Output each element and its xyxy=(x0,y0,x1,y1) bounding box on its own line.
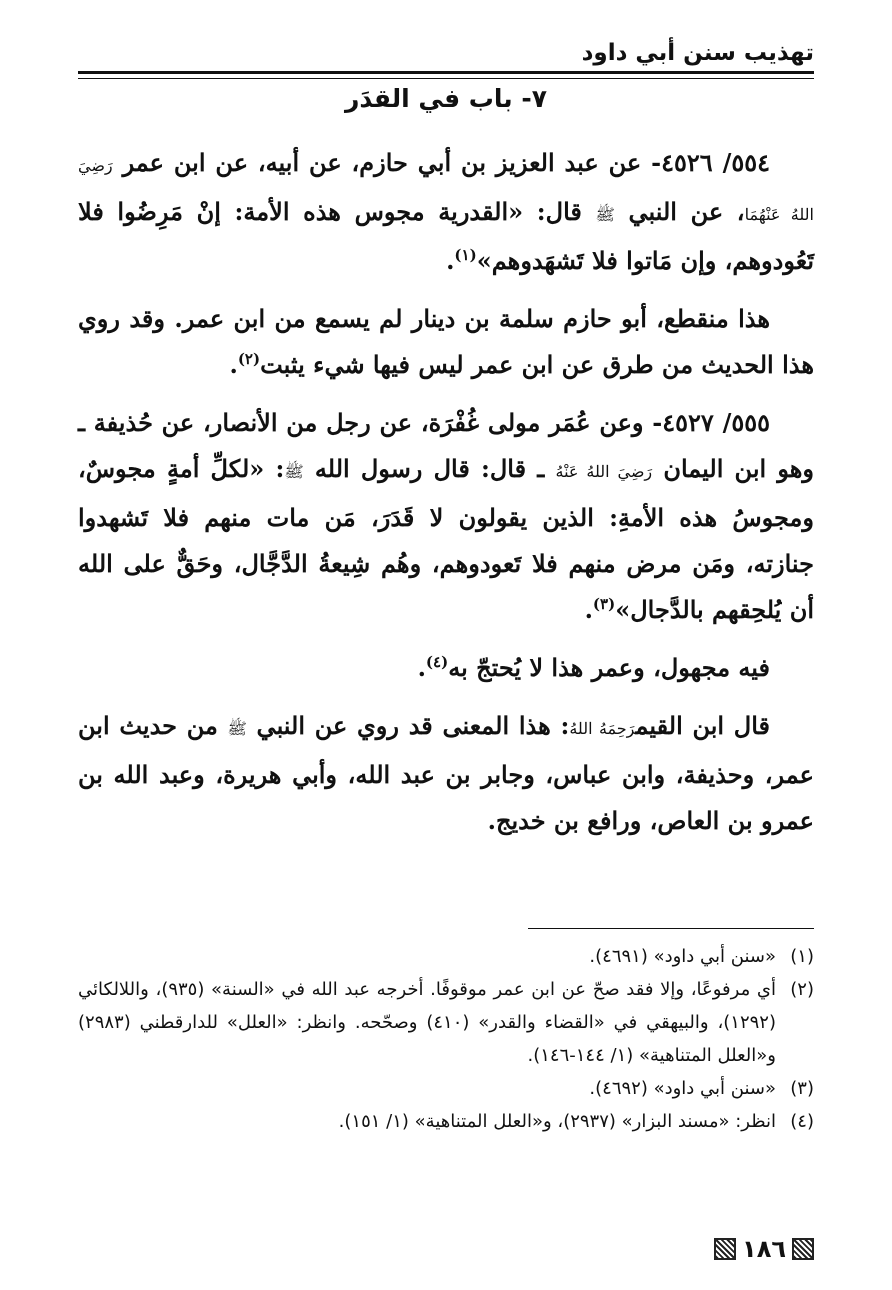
honorific: رَضِيَ اللهُ عَنْهُ xyxy=(555,462,653,481)
footnote-number: (٢) xyxy=(790,979,814,1000)
commentary xyxy=(78,296,814,388)
header-rule-thin xyxy=(78,78,814,79)
ibn-qayyim-note xyxy=(78,703,814,844)
honorific: رَحِمَهُ اللهُ xyxy=(569,719,636,738)
footnote-text: انظر: «مسند البزار» (٢٩٣٧)، و«العلل المتناهية» (١/ ١٥١). xyxy=(338,1111,776,1132)
footnote-ref[interactable]: (٤) xyxy=(425,653,449,671)
hadith-number: ٥٥٤/ ٤٥٢٦- xyxy=(651,148,771,177)
footnote-text: «سنن أبي داود» (٤٦٩١). xyxy=(589,946,776,967)
page-number: ١٨٦ xyxy=(742,1235,786,1263)
footnote-divider xyxy=(528,928,814,929)
commentary-text: فيه مجهول، وعمر هذا لا يُحتجّ به xyxy=(448,653,770,682)
period: . xyxy=(417,653,426,682)
ornament-icon xyxy=(714,1238,736,1260)
hadith-554 xyxy=(78,140,814,284)
hadith-number: ٥٥٥/ ٤٥٢٧- xyxy=(652,408,771,437)
hadith-text: : «لكلِّ أمةٍ مجوسٌ، ومجوسُ هذه الأمةِ: الذين يقولون لا قَدَرَ، مَن مات منهم فلا تَشهدوا جنازته، ومَن مرض منهم فلا تَعودوهم، وهُم شِيعةُ الدَّجَّال، وحَقٌّ على الله أن يُلحِقهم بالدَّجال» xyxy=(78,454,814,624)
hadith-text: وعن عُمَر مولى غُفْرَة، عن رجل من الأنصار، عن حُذيفة ـ وهو ابن اليمان xyxy=(78,408,815,483)
footnotes xyxy=(78,940,814,1138)
header-rule xyxy=(78,71,814,74)
running-title: تهذيب سنن أبي داود xyxy=(581,40,814,66)
footnote-ref[interactable]: (٣) xyxy=(592,595,616,613)
footnote-ref[interactable]: (١) xyxy=(454,246,477,264)
hadith-text: ـ قال: قال رسول الله xyxy=(303,454,556,483)
ornament-icon xyxy=(792,1238,814,1260)
footnote-text: أي مرفوعًا، وإلا فقد صحّ عن ابن عمر موقوفًا. أخرجه عبد الله في «السنة» (٩٣٥)، واللالكائي (١٢٩٢)، والبيهقي في «القضاء والقدر» (٤١٠) وصحّحه. وانظر: «العلل» للدارقطني (٢٩٨٣) و«العلل المتناهية» (١/ ١٤٤-١٤٦). xyxy=(78,979,776,1066)
note-text: من حديث ابن عمر، وحذيفة، وابن عباس، وجابر بن عبد الله، وأبي هريرة، وعبد الله بن عمرو بن العاص، ورافع بن خديج. xyxy=(78,711,814,835)
main-text xyxy=(78,140,814,844)
period: . xyxy=(584,595,593,624)
chapter-title: ٧- باب في القدَر xyxy=(344,84,548,113)
commentary-text: هذا منقطع، أبو حازم سلمة بن دينار لم يسمع من ابن عمر. وقد روي هذا الحديث من طرق عن ابن عمر ليس فيها شيء يثبت xyxy=(78,304,814,379)
salutation: ﷺ xyxy=(227,719,247,738)
running-header xyxy=(78,34,814,74)
footnote-text: «سنن أبي داود» (٤٦٩٢). xyxy=(589,1078,776,1099)
speaker-label: قال ابن القيم xyxy=(635,711,770,740)
hadith-text: قال: «القدرية مجوس هذه الأمة: إنْ مَرِضُوا فلا تَعُودوهم، وإن مَاتوا فلا تَشهَدوهم» xyxy=(78,197,814,275)
note-text: : هذا المعنى قد روي عن النبي xyxy=(246,711,570,740)
period: . xyxy=(446,246,455,275)
footnote-item xyxy=(78,1105,814,1138)
salutation: ﷺ xyxy=(595,205,615,224)
hadith-text: عن عبد العزيز بن أبي حازم، عن أبيه، عن ابن عمر xyxy=(112,148,652,177)
salutation: ﷺ xyxy=(284,462,304,481)
footnote-item xyxy=(78,973,814,1072)
footnote-number: (٣) xyxy=(790,1078,814,1099)
page-footer xyxy=(714,1234,814,1264)
honorific: رَضِيَ اللهُ عَنْهُمَا xyxy=(78,156,815,224)
footnote-item xyxy=(78,1072,814,1105)
period: . xyxy=(229,350,238,379)
footnote-ref[interactable]: (٢) xyxy=(237,350,261,368)
commentary xyxy=(78,645,814,691)
footnote-number: (٤) xyxy=(790,1111,814,1132)
footnote-item xyxy=(78,940,814,973)
footnote-number: (١) xyxy=(790,946,814,967)
hadith-text: ، عن النبي xyxy=(614,197,745,226)
hadith-555 xyxy=(78,400,814,633)
